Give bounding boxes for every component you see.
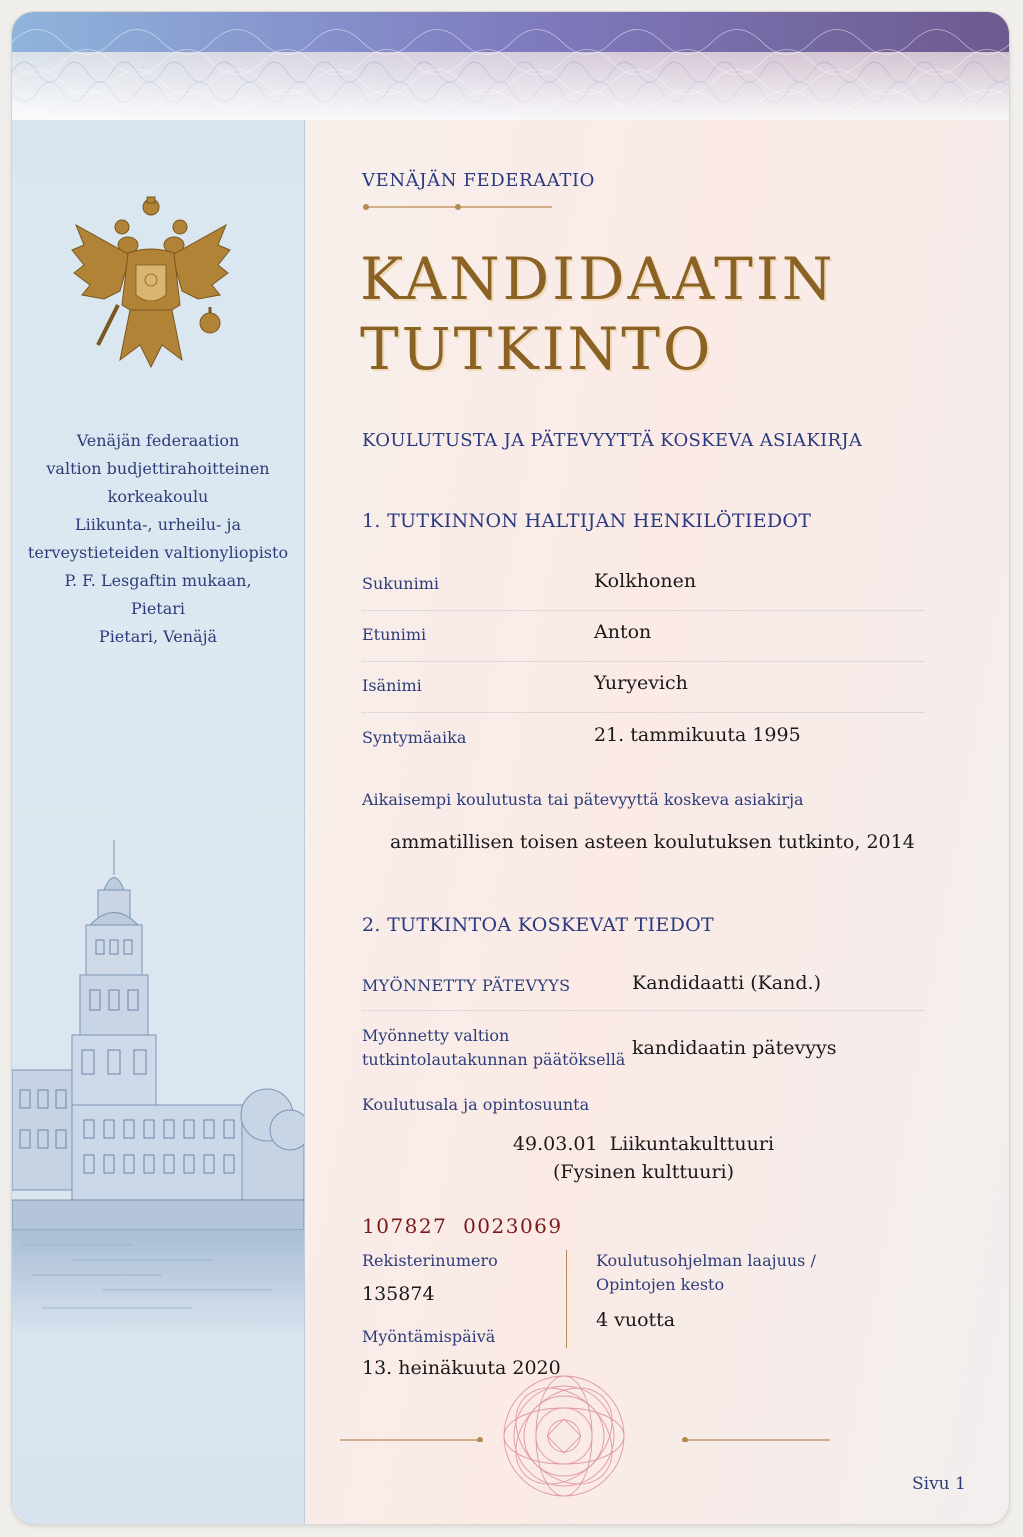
program-duration-value: 4 vuotta <box>596 1309 676 1331</box>
field-label: MYÖNNETTY PÄTEVYYS <box>362 976 571 995</box>
section-2-heading: 2. TUTKINTOA KOSKEVAT TIEDOT <box>362 914 714 936</box>
document-subtitle: KOULUTUSTA JA PÄTEVYYTTÄ KOSKEVA ASIAKIRJA <box>362 430 863 451</box>
field-value: Kolkhonen <box>594 570 697 592</box>
field-of-study-value <box>362 1130 925 1186</box>
left-side-panel <box>12 120 305 1524</box>
board-label-line-2: tutkintolautakunnan päätöksellä <box>362 1050 626 1069</box>
title-line-1: KANDIDAATIN <box>360 245 836 313</box>
duration-label-line-1: Koulutusohjelman laajuus / <box>596 1251 816 1270</box>
diploma-page <box>12 12 1009 1524</box>
field-row-birth-date <box>362 714 925 764</box>
diploma-serial-number: 107827 0023069 <box>362 1214 563 1238</box>
field-row-surname <box>362 560 925 611</box>
field-of-study-label: Koulutusala ja opintosuunta <box>362 1095 590 1114</box>
field-label: Etunimi <box>362 625 427 644</box>
field-value: Anton <box>594 621 652 643</box>
field-value: Kandidaatti (Kand.) <box>632 972 821 994</box>
issue-date-label: Myöntämispäivä <box>362 1327 496 1346</box>
guilloche-header-pattern <box>12 12 1009 120</box>
institution-line: Pietari <box>130 599 186 618</box>
institution-line: Pietari, Venäjä <box>98 627 218 646</box>
registry-divider <box>566 1250 567 1348</box>
institution-line: Liikunta-, urheilu- ja <box>75 515 241 534</box>
page-number: Sivu 1 <box>912 1474 966 1494</box>
field-value: 21. tammikuuta 1995 <box>594 724 801 746</box>
institution-line: valtion budjettirahoitteinen <box>46 459 270 478</box>
field-label: Isänimi <box>362 676 422 695</box>
institution-name <box>12 427 304 651</box>
document-title <box>360 244 835 384</box>
field-label: Syntymäaika <box>362 728 467 747</box>
field-of-study-line-2: (Fysinen kulttuuri) <box>552 1161 735 1183</box>
registration-number-label: Rekisterinumero <box>362 1251 498 1270</box>
field-label: Sukunimi <box>362 574 439 593</box>
previous-document-value: ammatillisen toisen asteen koulutuksen tutkinto, 2014 <box>390 831 915 853</box>
field-row-qualification <box>362 962 925 1011</box>
field-of-study-line-1: 49.03.01 Liikuntakulttuuri <box>512 1133 775 1155</box>
institution-line: korkeakoulu <box>107 487 209 506</box>
duration-label-line-2: Opintojen kesto <box>596 1275 725 1294</box>
program-duration-label <box>596 1249 816 1297</box>
university-building-engraving-icon <box>12 820 304 1340</box>
title-ornament-line <box>362 202 562 212</box>
double-headed-eagle-emblem-icon <box>70 195 232 375</box>
title-line-2: TUTKINTO <box>360 315 714 383</box>
board-decision-label <box>362 1024 625 1072</box>
previous-document-label: Aikaisempi koulutusta tai pätevyyttä koskeva asiakirja <box>362 790 804 809</box>
institution-line: P. F. Lesgaftin mukaan, <box>64 571 252 590</box>
registration-number-value: 135874 <box>362 1283 435 1305</box>
issue-date-value: 13. heinäkuuta 2020 <box>362 1357 561 1379</box>
section-1-heading: 1. TUTKINNON HALTIJAN HENKILÖTIEDOT <box>362 510 812 532</box>
institution-line: Venäjän federaation <box>76 431 240 450</box>
field-row-first-name <box>362 611 925 662</box>
institution-line: terveystieteiden valtionyliopisto <box>27 543 289 562</box>
field-value: Yuryevich <box>594 672 688 694</box>
field-row-patronymic <box>362 662 925 713</box>
bottom-ornament-line <box>340 1422 830 1442</box>
board-decision-value: kandidaatin pätevyys <box>632 1037 837 1059</box>
country-name: VENÄJÄN FEDERAATIO <box>362 170 596 191</box>
board-label-line-1: Myönnetty valtion <box>362 1026 510 1045</box>
